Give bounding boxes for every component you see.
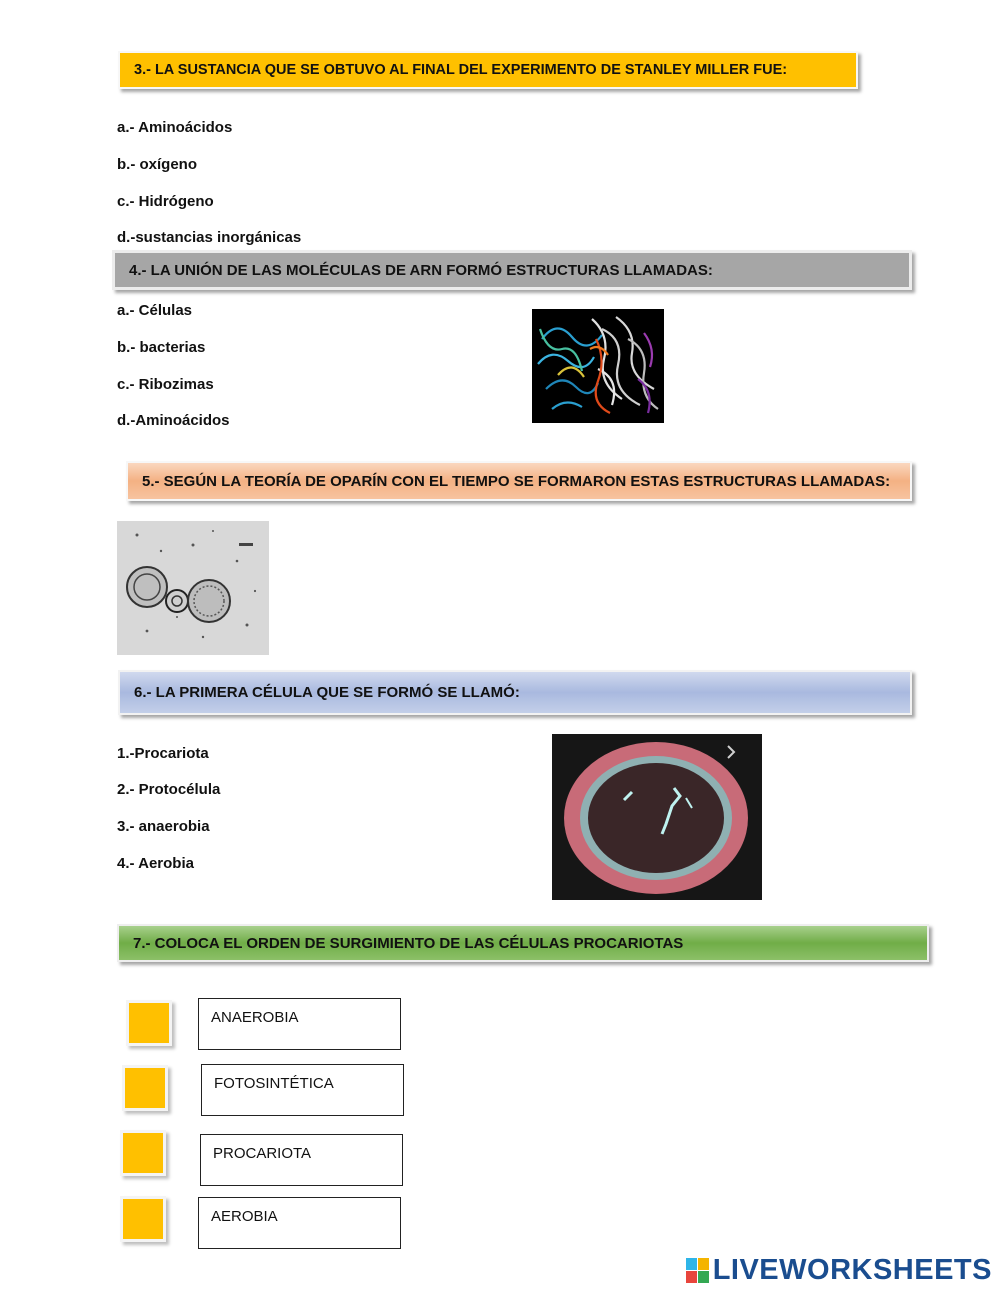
q4-option-c: c.- Ribozimas <box>117 376 214 393</box>
order-square-3[interactable] <box>120 1130 166 1176</box>
q6-option-4: 4.- Aerobia <box>117 855 194 872</box>
q5-header <box>126 461 912 501</box>
q3-option-c: c.- Hidrógeno <box>117 193 214 210</box>
liveworksheets-logo-icon <box>686 1258 710 1284</box>
q3-option-a: a.- Aminoácidos <box>117 119 233 136</box>
order-box-anaerobia <box>198 998 401 1050</box>
q3-header <box>118 51 858 89</box>
order-box-fotosintetica <box>201 1064 404 1116</box>
q3-option-b: b.- oxígeno <box>117 156 197 173</box>
ribozyme-structure-image <box>532 309 664 423</box>
protocell-image <box>552 734 762 900</box>
order-label-1: ANAEROBIA <box>211 1009 299 1026</box>
order-square-4[interactable] <box>120 1196 166 1242</box>
liveworksheets-logo-text: LIVEWORKSHEETS <box>712 1254 992 1286</box>
order-square-2[interactable] <box>122 1065 168 1111</box>
q7-header <box>117 924 929 962</box>
q6-option-2: 2.- Protocélula <box>117 781 221 798</box>
order-label-4: AEROBIA <box>211 1208 278 1225</box>
q4-option-d: d.-Aminoácidos <box>117 412 230 429</box>
q4-header <box>112 250 912 290</box>
q6-option-1: 1.-Procariota <box>117 745 209 762</box>
liveworksheets-logo <box>686 1254 992 1287</box>
q5-header-text: 5.- SEGÚN LA TEORÍA DE OPARÍN CON EL TIEMPO SE FORMARON ESTAS ESTRUCTURAS LLAMADAS: <box>142 472 891 490</box>
order-label-3: PROCARIOTA <box>213 1145 312 1162</box>
order-square-1[interactable] <box>126 1000 172 1046</box>
q4-option-b: b.- bacterias <box>117 339 206 356</box>
q6-header-text: 6.- LA PRIMERA CÉLULA QUE SE FORMÓ SE LLAMÓ: <box>134 684 520 701</box>
order-box-aerobia <box>198 1197 401 1249</box>
q3-option-d: d.-sustancias inorgánicas <box>117 229 302 246</box>
order-label-2: FOTOSINTÉTICA <box>214 1075 334 1092</box>
q7-header-text: 7.- COLOCA EL ORDEN DE SURGIMIENTO DE LAS CÉLULAS PROCARIOTAS <box>133 934 684 952</box>
coacervates-micrograph-image <box>117 521 269 655</box>
q6-option-3: 3.- anaerobia <box>117 818 210 835</box>
q6-header <box>118 670 912 715</box>
q3-header-text: 3.- LA SUSTANCIA QUE SE OBTUVO AL FINAL DEL EXPERIMENTO DE STANLEY MILLER FUE: <box>134 62 788 78</box>
order-box-procariota <box>200 1134 403 1186</box>
q4-header-text: 4.- LA UNIÓN DE LAS MOLÉCULAS DE ARN FORMÓ ESTRUCTURAS LLAMADAS: <box>129 261 713 279</box>
q4-option-a: a.- Células <box>117 302 193 319</box>
